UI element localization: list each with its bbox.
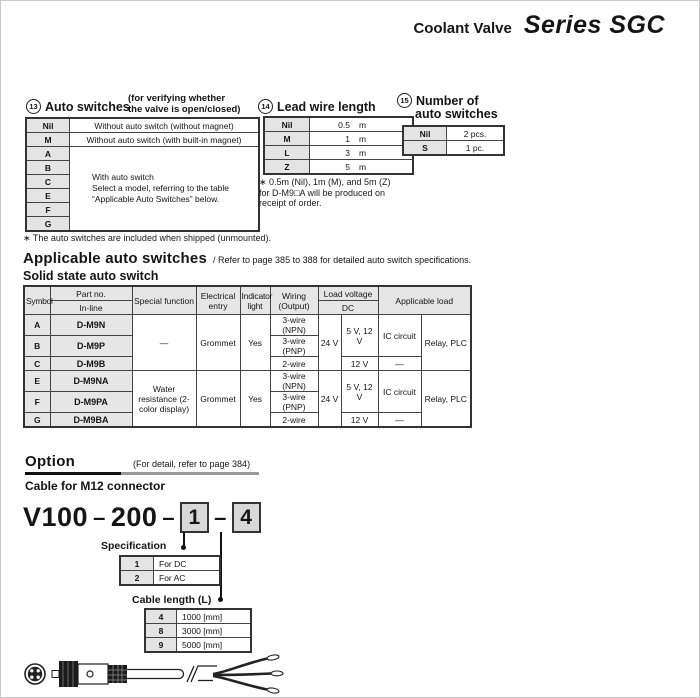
desc-cell: 5000 [mm]	[177, 638, 252, 653]
table-row	[264, 117, 413, 132]
qty-cell: 2 pcs.	[447, 126, 505, 141]
code-cell: 4	[145, 609, 177, 624]
pn-dash: –	[214, 504, 227, 530]
applicable-subtitle: / Refer to page 385 to 388 for detailed auto switch specifications.	[213, 255, 472, 265]
part-cell: D-M9N	[50, 315, 132, 336]
length-cell	[310, 146, 414, 160]
table-row	[264, 146, 413, 160]
voltage-cell: 5 V, 12 V	[341, 315, 378, 357]
code-cell: Nil	[403, 126, 447, 141]
electrical-entry-cell: Grommet	[196, 315, 240, 371]
length-value: 0.5	[338, 119, 350, 130]
applicable-load-header: Applicable load	[378, 286, 471, 315]
pn-dash: –	[162, 504, 176, 530]
load-cell: Relay, PLC	[421, 315, 471, 371]
indicator-light-header: Indicator light	[240, 286, 270, 315]
symbol-cell: G	[24, 413, 50, 428]
length-value: 5	[345, 161, 350, 172]
ic-circuit-cell: —	[378, 357, 421, 371]
desc-cell: Without auto switch (with built-in magnet)	[70, 133, 260, 147]
wiring-cell: 3-wire (PNP)	[270, 336, 318, 357]
desc-cell: 3000 [mm]	[177, 624, 252, 638]
pn-base: V100	[23, 502, 89, 532]
table-row	[26, 133, 259, 147]
code-cell: 1	[120, 556, 154, 571]
num-switches-title-line1: Number of	[416, 93, 479, 108]
series-title: Series SGC	[523, 11, 665, 39]
length-unit: m	[359, 133, 367, 144]
code-cell: 2	[120, 571, 154, 586]
option-title: Option	[25, 453, 76, 470]
indicator-cell: Yes	[240, 371, 270, 428]
auto-switches-table	[25, 117, 260, 232]
table-row	[24, 371, 471, 392]
solid-state-title: Solid state auto switch	[23, 269, 159, 283]
qty-cell: 1 pc.	[447, 141, 505, 156]
code-cell: 9	[145, 638, 177, 653]
num-switches-title-line2: auto switches	[415, 107, 498, 121]
part-cell: D-M9B	[50, 357, 132, 371]
note-line: the valve is open/closed)	[128, 104, 241, 115]
code-cell: Z	[264, 160, 310, 175]
code-cell: F	[26, 203, 70, 217]
electrical-entry-header: Electrical entry	[196, 286, 240, 315]
table-row	[403, 126, 504, 141]
wiring-cell: 3-wire (NPN)	[270, 315, 318, 336]
code-cell: M	[26, 133, 70, 147]
table-row	[145, 609, 251, 624]
table-row	[145, 624, 251, 638]
note-line: (for verifying whether	[128, 93, 226, 104]
connector-body-icon	[52, 661, 127, 687]
ic-circuit-cell: IC circuit	[378, 371, 421, 413]
length-connector-dot	[218, 597, 223, 602]
num-switches-table	[402, 125, 505, 156]
cable-length-table	[144, 608, 252, 653]
table-row	[403, 141, 504, 156]
option-underline-gray	[121, 472, 259, 475]
special-function-cell: —	[132, 315, 196, 371]
auto-switches-title: Auto switches	[45, 99, 130, 114]
symbol-cell: A	[24, 315, 50, 336]
auto-switches-footnote: ∗ The auto switches are included when shipped (unmounted).	[23, 233, 272, 243]
connector-face-icon	[25, 664, 45, 684]
wiring-cell: 2-wire	[270, 413, 318, 428]
group-desc-line: Select a model, referring to the table	[92, 183, 230, 193]
voltage-cell: 5 V, 12 V	[341, 371, 378, 413]
symbol-header: Symbol	[24, 286, 50, 315]
auto-switches-note	[128, 93, 240, 115]
v24-cell: 24 V	[318, 371, 341, 428]
code-cell: C	[26, 175, 70, 189]
ic-circuit-cell: IC circuit	[378, 315, 421, 357]
circled-number-13-icon: 13	[26, 99, 41, 114]
specification-label: Specification	[101, 540, 167, 552]
desc-cell: 1000 [mm]	[177, 609, 252, 624]
pn-length-box: 4	[232, 502, 261, 533]
product-name: Coolant Valve	[413, 20, 512, 37]
table-row	[24, 315, 471, 336]
part-cell: D-M9BA	[50, 413, 132, 428]
table-row	[264, 160, 413, 175]
table-row	[145, 638, 251, 653]
wiring-cell: 3-wire (PNP)	[270, 392, 318, 413]
ic-circuit-cell: —	[378, 413, 421, 428]
table-row	[120, 571, 220, 586]
cable-icon	[127, 666, 217, 682]
length-cell	[310, 132, 414, 146]
code-cell: Nil	[26, 118, 70, 133]
cable-m12-subtitle: Cable for M12 connector	[25, 479, 166, 493]
lead-wire-table	[263, 116, 414, 175]
load-voltage-header: Load voltage	[318, 286, 378, 301]
code-cell: E	[26, 189, 70, 203]
length-unit: m	[359, 147, 367, 158]
length-unit: m	[359, 119, 367, 130]
length-value: 3	[345, 147, 350, 158]
load-cell: Relay, PLC	[421, 371, 471, 428]
code-cell: 8	[145, 624, 177, 638]
part-number	[23, 502, 261, 533]
desc-cell: Without auto switch (without magnet)	[70, 118, 260, 133]
circled-number-15-icon: 15	[397, 93, 412, 108]
table-row	[264, 132, 413, 146]
voltage-cell: 12 V	[341, 357, 378, 371]
length-value: 1	[345, 133, 350, 144]
lead-wire-footnote: ∗ 0.5m (Nil), 1m (M), and 5m (Z) for D-M9□A will be produced on receipt of order.	[259, 177, 391, 208]
code-cell: M	[264, 132, 310, 146]
group-desc-cell	[70, 147, 260, 232]
symbol-cell: C	[24, 357, 50, 371]
pn-spec-box: 1	[180, 502, 209, 533]
code-cell: S	[403, 141, 447, 156]
electrical-entry-cell: Grommet	[196, 371, 240, 428]
indicator-cell: Yes	[240, 315, 270, 371]
part-cell: D-M9PA	[50, 392, 132, 413]
part-no-header: Part no.	[50, 286, 132, 301]
dc-header: DC	[318, 301, 378, 315]
page-header	[413, 11, 665, 40]
special-function-header: Special function	[132, 286, 196, 315]
auto-switches-heading	[26, 99, 130, 114]
symbol-cell: F	[24, 392, 50, 413]
num-switches-heading	[397, 93, 479, 108]
voltage-cell: 12 V	[341, 413, 378, 428]
applicable-heading	[23, 250, 471, 267]
in-line-header: In-line	[50, 301, 132, 315]
length-cell	[310, 160, 414, 175]
code-cell: L	[264, 146, 310, 160]
code-cell: A	[26, 147, 70, 161]
option-detail-note: (For detail, refer to page 384)	[133, 459, 251, 469]
applicable-title: Applicable auto switches	[23, 250, 208, 267]
part-cell: D-M9P	[50, 336, 132, 357]
group-desc-line: “Applicable Auto Switches” below.	[92, 194, 220, 204]
part-cell: D-M9NA	[50, 371, 132, 392]
code-cell: Nil	[264, 117, 310, 132]
v24-cell: 24 V	[318, 315, 341, 371]
pn-mid: 200	[110, 502, 158, 532]
symbol-cell: B	[24, 336, 50, 357]
wiring-header: Wiring (Output)	[270, 286, 318, 315]
length-cell	[310, 117, 414, 132]
desc-cell: For AC	[154, 571, 221, 586]
wiring-cell: 3-wire (NPN)	[270, 371, 318, 392]
table-row	[26, 147, 259, 161]
pn-dash: –	[93, 504, 106, 530]
table-row	[120, 556, 220, 571]
code-cell: G	[26, 217, 70, 232]
length-unit: m	[359, 161, 367, 172]
header-row	[24, 286, 471, 301]
symbol-cell: E	[24, 371, 50, 392]
cable-length-label: Cable length (L)	[132, 594, 212, 606]
specification-table	[119, 555, 221, 586]
solid-state-auto-switch-table	[23, 285, 472, 428]
group-desc-line: With auto switch	[92, 172, 154, 182]
lead-wire-title: Lead wire length	[277, 99, 376, 114]
code-cell: B	[26, 161, 70, 175]
desc-cell: For DC	[154, 556, 221, 571]
circled-number-14-icon: 14	[258, 99, 273, 114]
m12-connector-drawing	[21, 651, 291, 697]
wiring-cell: 2-wire	[270, 357, 318, 371]
option-underline	[25, 472, 121, 475]
lead-wire-heading	[258, 99, 376, 114]
wires-icon	[213, 654, 283, 694]
table-row	[26, 118, 259, 133]
special-function-cell: Water resistance (2-color display)	[132, 371, 196, 428]
spec-connector-dot	[181, 545, 186, 550]
